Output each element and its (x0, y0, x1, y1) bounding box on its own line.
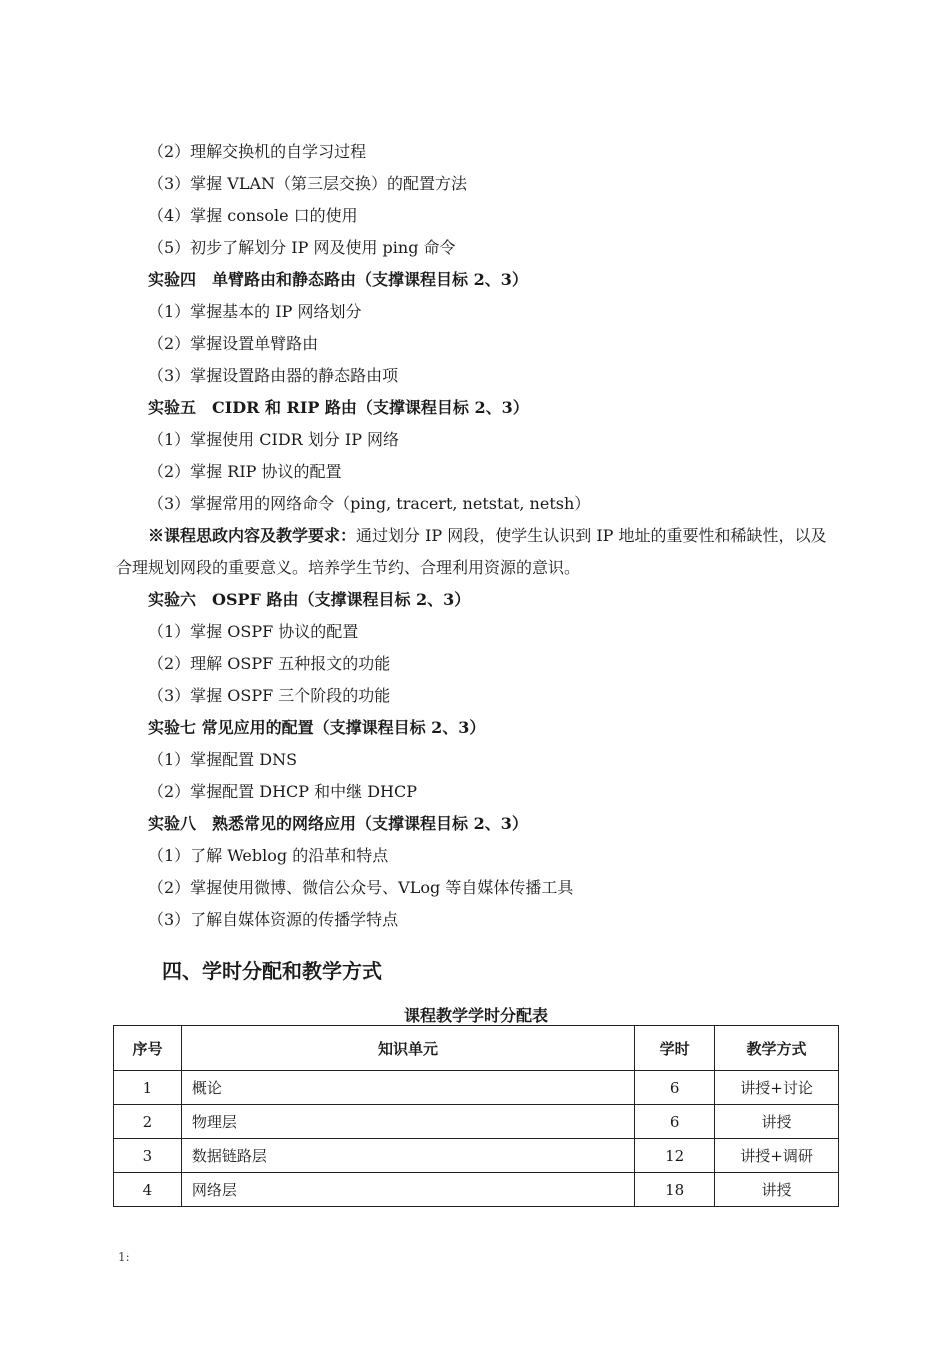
cell-unit: 网络层 (181, 1173, 634, 1207)
experiment-4-heading: 实验四 单臂路由和静态路由（支撑课程目标 2、3） (148, 270, 528, 289)
table-header-row (114, 1026, 839, 1071)
cell-hours: 6 (635, 1105, 715, 1139)
experiment-7-heading: 实验七 常见应用的配置（支撑课程目标 2、3） (148, 718, 486, 737)
ideology-label: ※课程思政内容及教学要求： (148, 526, 357, 545)
table-row (114, 1173, 839, 1207)
cell-hours: 18 (635, 1173, 715, 1207)
header-index: 序号 (114, 1026, 182, 1071)
experiment-6-heading: 实验六 OSPF 路由（支撑课程目标 2、3） (148, 590, 471, 609)
cell-hours: 12 (635, 1139, 715, 1173)
table-row (114, 1105, 839, 1139)
cell-method: 讲授 (715, 1105, 839, 1139)
ideology-paragraph (116, 520, 840, 584)
experiment-8-heading: 实验八 熟悉常见的网络应用（支撑课程目标 2、3） (148, 814, 528, 833)
table-row (114, 1071, 839, 1105)
line-1: （2）理解交换机的自学习过程 (148, 142, 367, 161)
line-11: （2）掌握 RIP 协议的配置 (148, 462, 342, 481)
cell-index: 3 (114, 1139, 182, 1173)
line-18: （1）掌握配置 DNS (148, 750, 298, 769)
cell-method: 讲授+调研 (715, 1139, 839, 1173)
line-19: （2）掌握配置 DHCP 和中继 DHCP (148, 782, 418, 801)
hours-table (113, 1025, 839, 1207)
experiment-5-heading: 实验五 CIDR 和 RIP 路由（支撑课程目标 2、3） (148, 398, 529, 417)
table-caption: 课程教学学时分配表 (403, 1006, 548, 1025)
header-method: 教学方式 (715, 1026, 839, 1071)
page-number: 1: (118, 1250, 130, 1264)
cell-unit: 物理层 (181, 1105, 634, 1139)
table-row (114, 1139, 839, 1173)
cell-method: 讲授+讨论 (715, 1071, 839, 1105)
line-2: （3）掌握 VLAN（第三层交换）的配置方法 (148, 174, 468, 193)
cell-unit: 概论 (181, 1071, 634, 1105)
line-10: （1）掌握使用 CIDR 划分 IP 网络 (148, 430, 400, 449)
cell-unit: 数据链路层 (181, 1139, 634, 1173)
header-hours: 学时 (635, 1026, 715, 1071)
ideology-text: 通过划分 IP 网段，使学生认识到 IP 地址的重要性和稀缺性，以及合理规划网段的重要意义。培养学生节约、合理利用资源的意识。 (116, 526, 827, 577)
section-heading: 四、学时分配和教学方式 (162, 959, 382, 983)
header-unit: 知识单元 (181, 1026, 634, 1071)
line-23: （3）了解自媒体资源的传播学特点 (148, 910, 399, 929)
cell-index: 4 (114, 1173, 182, 1207)
line-8: （3）掌握设置路由器的静态路由项 (148, 366, 399, 385)
line-15: （2）理解 OSPF 五种报文的功能 (148, 654, 391, 673)
line-12: （3）掌握常用的网络命令（ping, tracert, netstat, netsh） (148, 494, 591, 513)
line-3: （4）掌握 console 口的使用 (148, 206, 358, 225)
line-7: （2）掌握设置单臂路由 (148, 334, 319, 353)
line-6: （1）掌握基本的 IP 网络划分 (148, 302, 362, 321)
line-22: （2）掌握使用微博、微信公众号、VLog 等自媒体传播工具 (148, 878, 574, 897)
line-16: （3）掌握 OSPF 三个阶段的功能 (148, 686, 391, 705)
cell-method: 讲授 (715, 1173, 839, 1207)
cell-hours: 6 (635, 1071, 715, 1105)
cell-index: 2 (114, 1105, 182, 1139)
line-21: （1）了解 Weblog 的沿革和特点 (148, 846, 389, 865)
cell-index: 1 (114, 1071, 182, 1105)
line-14: （1）掌握 OSPF 协议的配置 (148, 622, 359, 641)
line-4: （5）初步了解划分 IP 网及使用 ping 命令 (148, 238, 456, 257)
